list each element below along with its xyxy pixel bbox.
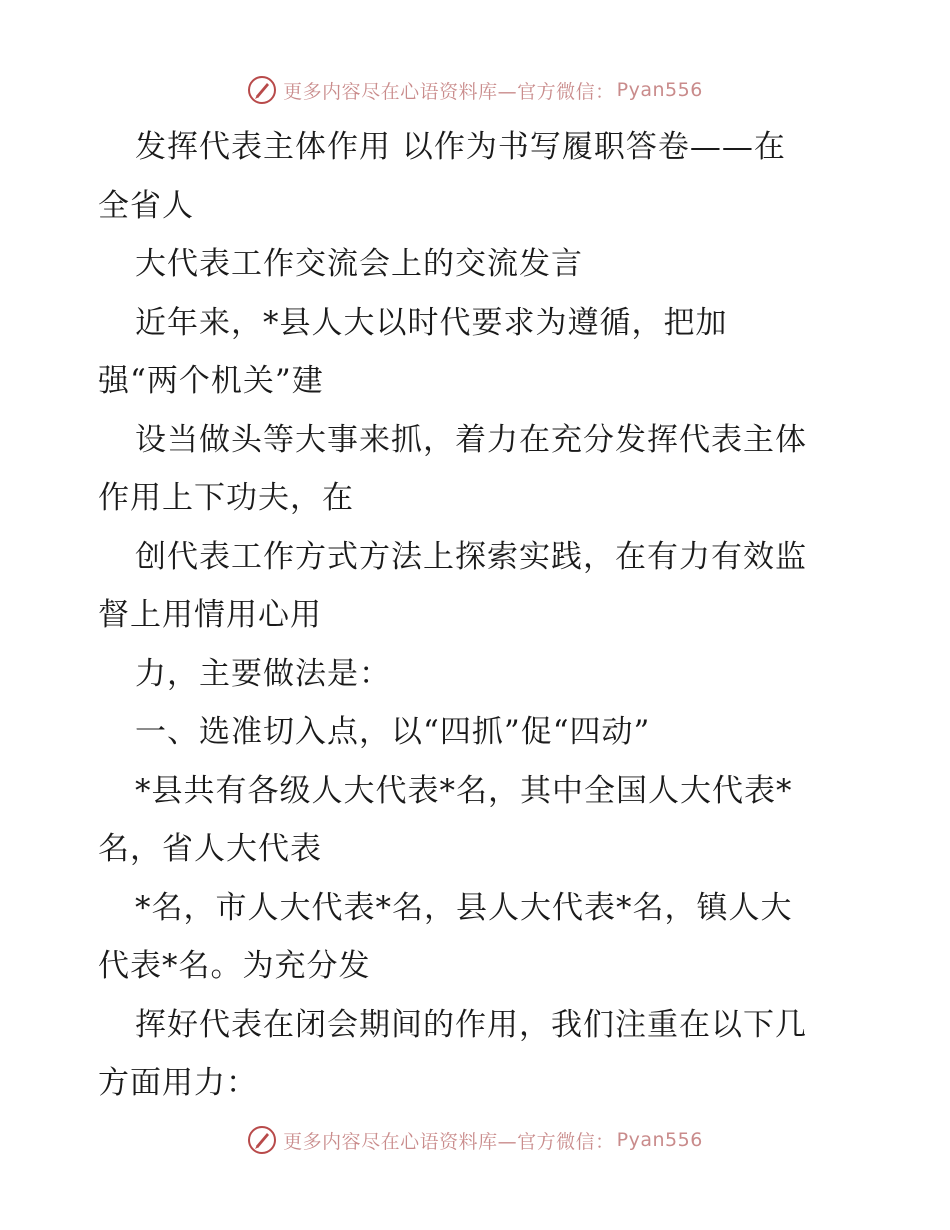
text-line: 发挥代表主体作用 以作为书写履职答卷——在 — [135, 129, 786, 165]
watermark-text: 更多内容尽在心语资料库—官方微信： — [283, 80, 615, 103]
quill-pen-icon — [247, 1125, 277, 1155]
text-line: 方面用力： — [98, 1065, 258, 1101]
watermark-footer — [0, 1120, 950, 1160]
document-body — [98, 118, 858, 1113]
text-line: 创代表工作方式方法上探索实践，在有力有效监 — [135, 538, 807, 575]
watermark-code: Pyan556 — [616, 79, 703, 101]
text-line: *名，市人大代表*名，县人大代表*名，镇人大 — [135, 889, 793, 926]
text-line: 名，省人大代表 — [98, 831, 322, 867]
text-line: 强“两个机关”建 — [98, 363, 324, 399]
watermark-header — [0, 70, 950, 110]
text-line: 力，主要做法是： — [135, 655, 391, 692]
text-line: 作用上下功夫，在 — [98, 480, 354, 516]
text-line: 代表*名。为充分发 — [98, 948, 371, 984]
text-line: *县共有各级人大代表*名，其中全国人大代表* — [135, 772, 793, 809]
text-line: 督上用情用心用 — [98, 597, 322, 633]
watermark-code: Pyan556 — [616, 1129, 703, 1151]
text-line: 挥好代表在闭会期间的作用，我们注重在以下几 — [135, 1006, 807, 1043]
text-line: 一、选准切入点，以“四抓”促“四动” — [135, 714, 651, 750]
text-line: 大代表工作交流会上的交流发言 — [135, 246, 583, 282]
text-line: 全省人 — [98, 187, 194, 224]
watermark-text: 更多内容尽在心语资料库—官方微信： — [283, 1130, 615, 1153]
text-line: 设当做头等大事来抓，着力在充分发挥代表主体 — [135, 421, 807, 458]
text-line: 近年来，*县人大以时代要求为遵循，把加 — [135, 304, 728, 341]
quill-pen-icon — [247, 75, 277, 105]
